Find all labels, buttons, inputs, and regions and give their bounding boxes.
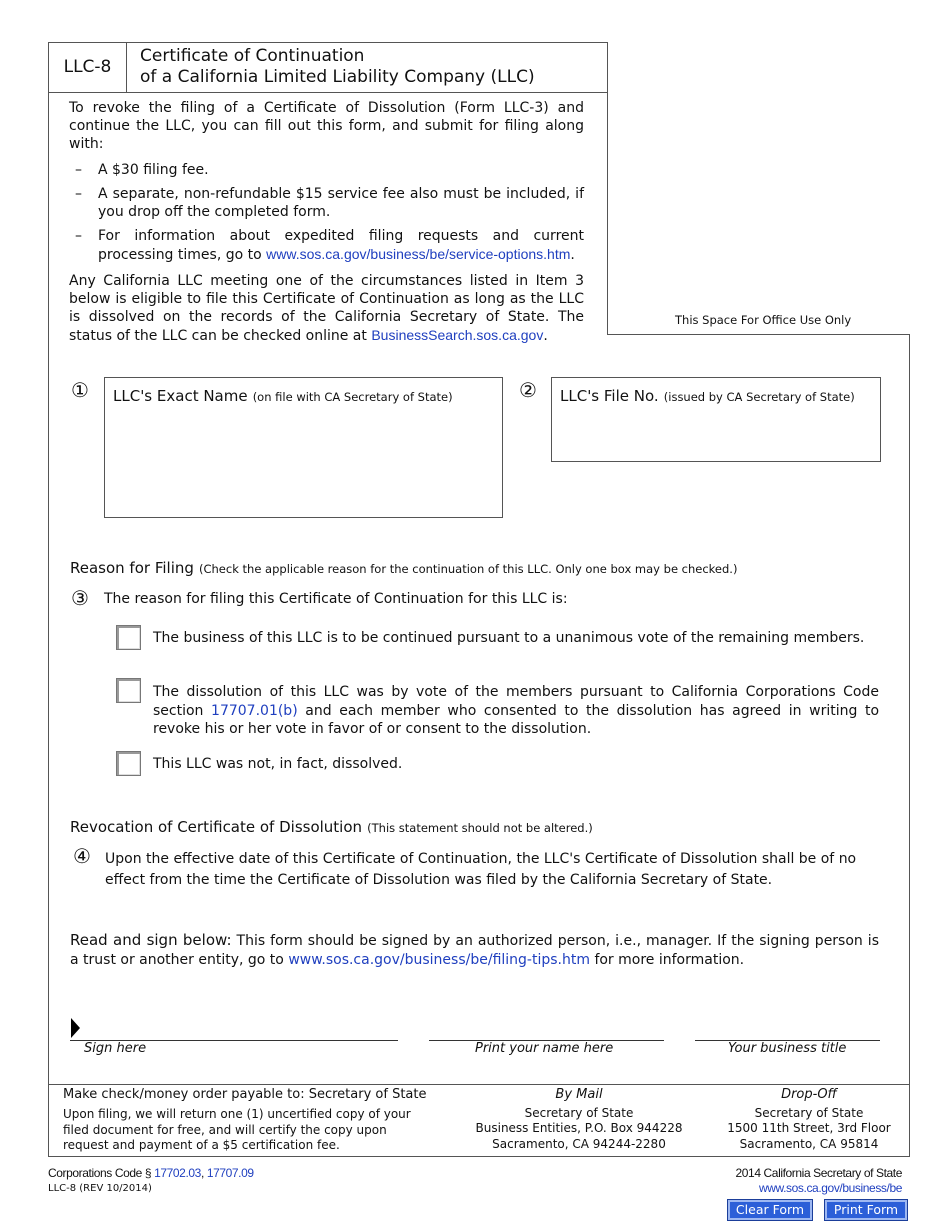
revocation-heading <box>70 817 593 836</box>
item-4-number: ④ <box>73 844 91 868</box>
intro-text <box>69 99 584 345</box>
intro-box-right-border <box>607 93 608 335</box>
period: . <box>570 247 575 263</box>
fee-bullet-2 <box>69 185 584 221</box>
sign-instructions <box>70 931 879 970</box>
service-options-link[interactable]: www.sos.ca.gov/business/be/service-options.htm <box>266 246 571 262</box>
filing-tips-link[interactable]: www.sos.ca.gov/business/be/filing-tips.htm <box>288 952 590 968</box>
llc-name-note: (on file with CA Secretary of State) <box>252 390 453 404</box>
print-form-button[interactable]: Print Form <box>825 1200 907 1220</box>
revocation-text: Upon the effective date of this Certificate of Continuation, the LLC's Certificate of Dissolution shall be of no effect from the time the Certificate of Dissolution was filed by the California Secretary of State. <box>105 851 857 888</box>
sign-heading: Read and sign below: <box>70 931 232 949</box>
drop-off-section <box>719 1087 899 1152</box>
revocation-note: (This statement should not be altered.) <box>367 821 593 835</box>
reason-option-2-text-b: and each member who consented to the dissolution has agreed in writing to revoke his or her vote in favor of or consent to the dissolution. <box>153 702 880 737</box>
bullet-dash: – <box>75 186 82 202</box>
llc-file-number-field[interactable] <box>551 377 881 462</box>
drop-off-line: Sacramento, CA 95814 <box>739 1136 879 1151</box>
by-mail-section <box>459 1087 699 1152</box>
copyright: 2014 California Secretary of State <box>735 1166 902 1180</box>
llc-file-number-label <box>560 386 855 405</box>
intro-paragraph-1: To revoke the filing of a Certificate of Dissolution (Form LLC-3) and continue the LLC, you can fill out this form, and submit for filing along with: <box>69 100 584 152</box>
payment-info-box <box>48 1084 910 1157</box>
by-mail-heading: By Mail <box>555 1087 603 1102</box>
code-section-link[interactable]: 17707.01(b) <box>211 702 298 719</box>
corporations-code <box>48 1166 254 1180</box>
reason-heading-text: Reason for Filing <box>70 559 194 577</box>
drop-off-heading: Drop-Off <box>781 1087 837 1102</box>
reason-option-2-text-a: The dissolution of this LLC was by vote of the members pursuant to California Corporations Code section <box>153 684 879 719</box>
business-title-label: Your business title <box>728 1041 847 1056</box>
copy-note: Upon filing, we will return one (1) uncertified copy of your filed document for free, and will certify the copy upon request and payment of a $5 certification fee. <box>63 1107 411 1152</box>
llc-file-number-label-text: LLC's File No. <box>560 387 659 405</box>
form-header <box>48 42 608 93</box>
llc-file-number-value[interactable] <box>560 412 870 452</box>
code-separator: , <box>200 1166 204 1180</box>
llc-name-label-text: LLC's Exact Name <box>113 387 248 405</box>
form-title-line1: Certificate of Continuation <box>140 46 365 66</box>
intro-paragraph-2 <box>69 272 584 345</box>
period: . <box>543 328 548 344</box>
item-1-number: ① <box>71 378 89 402</box>
mail-line: Sacramento, CA 94244-2280 <box>492 1136 666 1151</box>
reason-option-1-text: The business of this LLC is to be continued pursuant to a unanimous vote of the remaining members. <box>153 630 865 646</box>
item-2-number: ② <box>519 378 537 402</box>
drop-off-line: Secretary of State <box>754 1105 864 1120</box>
print-name-field[interactable] <box>430 1018 663 1040</box>
llc-file-number-note: (issued by CA Secretary of State) <box>663 390 855 404</box>
office-use-label: This Space For Office Use Only <box>675 313 852 327</box>
form-id: LLC-8 <box>49 43 127 92</box>
payable-to: Make check/money order payable to: Secretary of State <box>63 1087 427 1102</box>
code-link-17702-03[interactable]: 17702.03 <box>154 1166 201 1180</box>
fee-bullet-1 <box>69 161 584 179</box>
print-name-label: Print your name here <box>475 1041 614 1056</box>
form-left-border <box>48 93 49 1085</box>
mail-line: Secretary of State <box>524 1105 634 1120</box>
revision-label: LLC-8 (REV 10/2014) <box>48 1183 152 1194</box>
intro-paragraph-2-text: Any California LLC meeting one of the circumstances listed in Item 3 below is eligible to file this Certificate of Continuation as long as the LLC is dissolved on the records of the California Secretary of State. The status of the LLC can be checked online at <box>69 273 584 344</box>
bullet-text: A separate, non-refundable $15 service fee also must be included, if you drop off the completed form. <box>98 186 584 220</box>
bullet-text-wrap <box>98 227 584 264</box>
reason-option-2-text <box>153 683 879 739</box>
office-area-top-border <box>607 334 910 335</box>
reason-option-3-checkbox[interactable] <box>116 751 141 776</box>
bullet-dash: – <box>75 162 82 178</box>
reason-option-3-text: This LLC was not, in fact, dissolved. <box>153 756 403 772</box>
reason-heading <box>70 558 737 577</box>
reason-option-1-checkbox[interactable] <box>116 625 141 650</box>
reason-note: (Check the applicable reason for the continuation of this LLC. Only one box may be checked.) <box>199 562 738 576</box>
item-3-number: ③ <box>71 586 89 610</box>
sign-arrow-icon <box>71 1018 80 1038</box>
sign-text: This form should be signed by an authorized person, i.e., manager. If the signing person is a trust or another entity, go to <box>70 933 879 968</box>
signature-field[interactable] <box>84 1018 396 1040</box>
reason-statement: The reason for filing this Certificate of Continuation for this LLC is: <box>104 591 568 607</box>
revocation-heading-text: Revocation of Certificate of Dissolution <box>70 818 363 836</box>
sign-text-end: for more information. <box>594 952 745 968</box>
business-title-field[interactable] <box>696 1018 878 1040</box>
business-search-link[interactable]: BusinessSearch.sos.ca.gov <box>371 327 544 343</box>
llc-name-field[interactable] <box>104 377 503 518</box>
llc-name-value[interactable] <box>113 412 493 512</box>
sign-here-label: Sign here <box>84 1041 147 1056</box>
drop-off-line: 1500 11th Street, 3rd Floor <box>727 1121 891 1135</box>
code-link-17707-09[interactable]: 17707.09 <box>206 1166 254 1180</box>
clear-form-button[interactable]: Clear Form <box>728 1200 812 1220</box>
sos-website-link[interactable]: www.sos.ca.gov/business/be <box>758 1181 902 1195</box>
bullet-text: For information about expedited filing requests and current processing times, go to <box>98 228 584 263</box>
form-right-border <box>909 334 910 1085</box>
reason-option-2-checkbox[interactable] <box>116 678 141 703</box>
form-title-line2: of a California Limited Liability Company (LLC) <box>140 67 535 87</box>
fee-bullet-3 <box>69 227 584 264</box>
mail-line: Business Entities, P.O. Box 944228 <box>475 1121 683 1135</box>
bullet-text: A $30 filing fee. <box>98 162 209 178</box>
llc-name-label <box>113 386 453 405</box>
bullet-dash: – <box>75 228 82 244</box>
code-prefix: Corporations Code § <box>48 1166 152 1180</box>
